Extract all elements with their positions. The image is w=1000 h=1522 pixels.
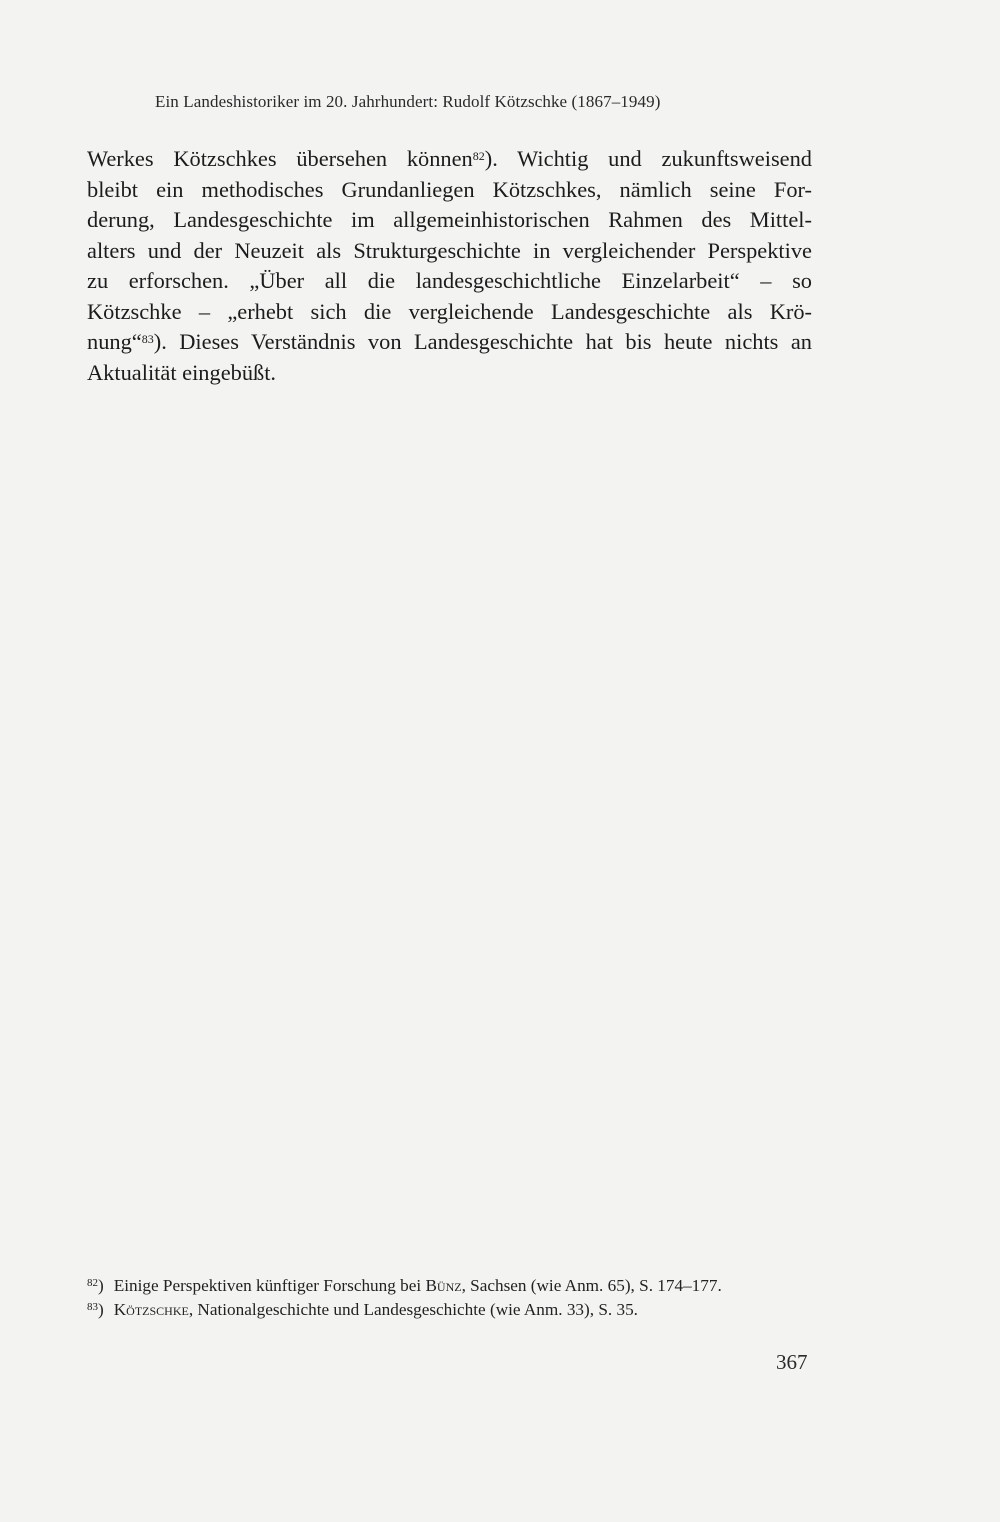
body-paragraph (87, 144, 812, 388)
body-line-7 (87, 327, 812, 358)
footnote-number: 82 (87, 1277, 98, 1289)
body-line-5: zu erforschen. „Über all die landesgeschichtliche Einzelarbeit“ – so (87, 268, 812, 293)
body-line-4: alters und der Neuzeit als Strukturgeschichte in vergleichender Perspektive (87, 237, 812, 263)
body-line-1 (87, 144, 812, 175)
body-line-7-text: nung“ (87, 329, 142, 354)
running-head: Ein Landeshistoriker im 20. Jahrhundert: Rudolf Kötzschke (1867–1949) (155, 92, 661, 111)
body-line-8: Aktualität eingebüßt. (87, 359, 277, 385)
footnote-number: 83 (87, 1301, 98, 1313)
footnote-citation: , Nationalgeschichte und Landesgeschichte (wie Anm. 33), S. 35. (188, 1300, 638, 1319)
footnote-author: Bünz (425, 1276, 462, 1295)
footnote-paren: ) (98, 1300, 104, 1319)
footnote-author: Kötzschke (113, 1300, 189, 1319)
footnote-paren: ) (98, 1276, 104, 1295)
footnote-citation: , Sachsen (wie Anm. 65), S. 174–177. (461, 1276, 722, 1295)
footnote-text: Einige Perspektiven künftiger Forschung bei (113, 1276, 426, 1295)
body-line-3: derung, Landesgeschichte im allgemeinhistorischen Rahmen des Mittel- (87, 207, 812, 232)
body-line-7-continuation: ). Dieses Verständnis von Landesgeschichte hat bis heute nichts an (153, 329, 812, 354)
footnote-reference-83[interactable]: 83 (141, 332, 154, 346)
body-line-6: Kötzschke – „erhebt sich die vergleichende Landesgeschichte als Krö- (87, 298, 812, 324)
body-line-1-text: Werkes Kötzschkes übersehen können (87, 146, 473, 171)
body-line-2: bleibt ein methodisches Grundanliegen Kötzschkes, nämlich seine For- (87, 176, 812, 202)
footnote-82 (87, 1274, 827, 1298)
footnote-83 (87, 1298, 827, 1322)
page-number: 367 (776, 1350, 808, 1374)
footnotes (87, 1274, 827, 1322)
footnote-reference-82[interactable]: 82 (472, 149, 485, 163)
body-line-1-continuation: ). Wichtig und zukunftsweisend (484, 146, 812, 171)
